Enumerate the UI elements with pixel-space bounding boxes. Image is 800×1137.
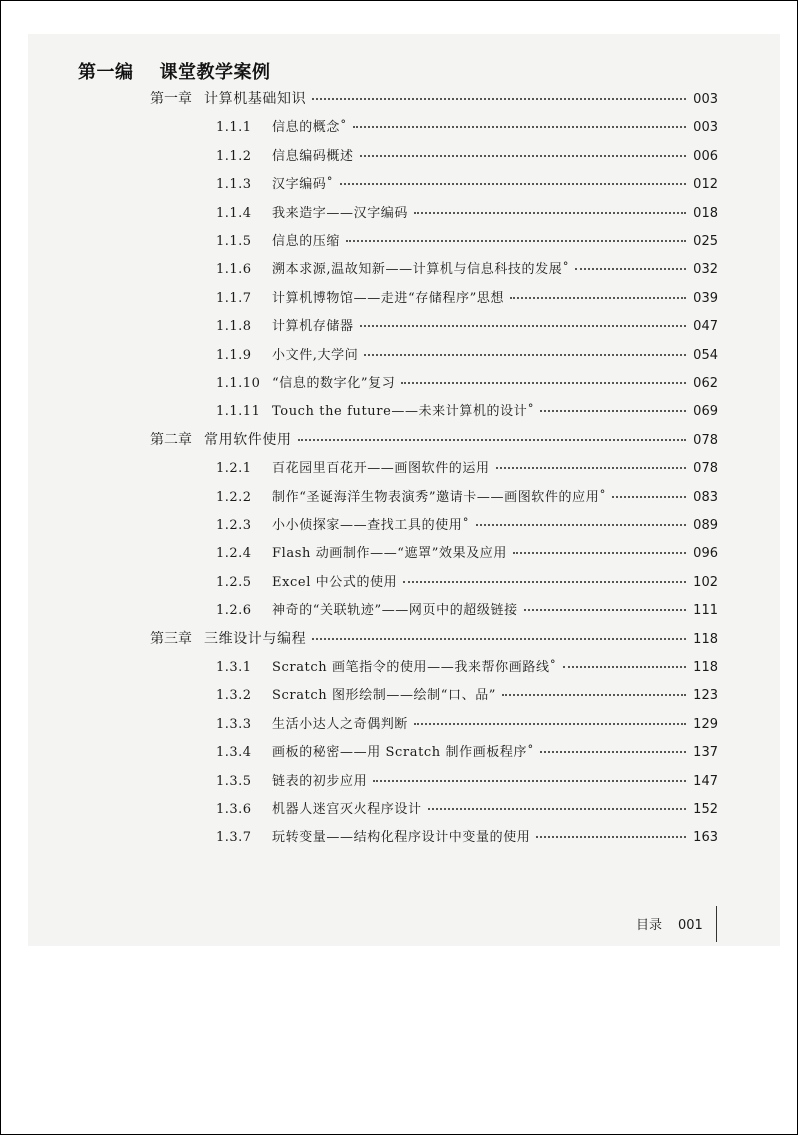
section-row[interactable] [216,400,718,428]
dot-leader [563,666,686,668]
dot-leader [575,268,686,270]
section-title: Scratch 画笔指令的使用——我来帮你画路线˚ [272,660,557,675]
section-row[interactable] [216,173,718,201]
section-page-number: 025 [693,234,718,249]
section-title: 制作“圣诞海洋生物表演秀”邀请卡——画图软件的应用˚ [272,489,607,505]
dot-leader [502,694,686,696]
section-page-number: 078 [693,461,718,477]
dot-leader [340,183,686,185]
chapter-label: 第二章 [150,431,192,448]
footer-page-number: 001 [678,918,703,933]
section-title: 信息的概念˚ [272,120,348,136]
section-number: 1.1.2 [216,148,252,164]
section-title: 小小侦探家——查找工具的使用˚ [272,518,470,533]
dot-leader [360,325,686,327]
section-number: 1.1.1 [216,120,252,136]
section-page-number: 003 [693,120,718,136]
section-page-number: 147 [693,773,718,789]
section-page-number: 012 [693,177,718,193]
dot-leader [364,354,686,356]
section-page-number: 069 [693,404,718,420]
section-row[interactable] [216,798,718,826]
section-page-number: 047 [693,319,718,335]
dot-leader [540,751,686,753]
section-row[interactable] [216,230,718,258]
section-title: Flash 动画制作——“遮罩”效果及应用 [272,546,507,562]
section-page-number: 118 [693,660,718,675]
section-title: 神奇的“关联轨迹”——网页中的超级链接 [272,603,518,619]
chapter-title: 三维设计与编程 [204,630,307,647]
section-title: 我来造字——汉字编码 [272,205,409,221]
section-title: 信息的压缩 [272,234,341,249]
section-page-number: 152 [693,802,718,817]
section-title: “信息的数字化”复习 [272,376,396,391]
chapter-page-number: 003 [693,92,718,107]
section-page-number: 111 [693,603,718,619]
dot-leader [496,467,686,469]
section-page-number: 123 [693,688,718,704]
section-number: 1.3.4 [216,745,252,761]
section-number: 1.3.7 [216,830,252,846]
dot-leader [346,240,686,242]
section-number: 1.1.7 [216,290,252,306]
section-number: 1.3.6 [216,802,252,817]
section-title: Excel 中公式的使用 [272,574,398,590]
section-title: 生活小达人之奇偶判断 [272,716,409,732]
dot-leader [414,212,686,214]
section-row[interactable] [216,457,718,485]
chapter-row[interactable] [150,628,718,656]
section-row[interactable] [216,315,718,343]
section-title: 信息编码概述 [272,148,354,164]
section-title: 链表的初步应用 [272,773,368,789]
section-page-number: 006 [693,148,718,164]
section-number: 1.2.5 [216,574,252,590]
dot-leader [513,552,686,554]
section-title: 溯本求源,温故知新——计算机与信息科技的发展˚ [272,262,570,278]
part-heading [78,58,271,84]
section-number: 1.2.2 [216,489,252,505]
dot-leader [540,410,686,412]
chapter-page-number: 118 [693,631,718,647]
section-page-number: 137 [693,745,718,761]
section-row[interactable] [216,258,718,286]
dot-leader [360,155,686,157]
footer-label: 目录 [636,918,663,933]
section-number: 1.2.6 [216,603,252,619]
section-title: 百花园里百花开——画图软件的运用 [272,461,490,477]
section-number: 1.3.1 [216,660,252,675]
section-number: 1.1.3 [216,177,252,193]
section-title: 汉字编码˚ [272,177,334,193]
dot-leader [612,496,686,498]
section-number: 1.1.11 [216,404,261,420]
section-row[interactable] [216,202,718,230]
section-title: Touch the future——未来计算机的设计˚ [272,404,535,420]
section-row[interactable] [216,287,718,315]
section-number: 1.3.2 [216,688,252,704]
section-row[interactable] [216,372,718,400]
section-page-number: 083 [693,489,718,505]
footer-divider [716,906,717,942]
chapter-title: 常用软件使用 [204,431,292,448]
section-row[interactable] [216,713,718,741]
dot-leader [536,836,686,838]
chapter-row[interactable] [150,429,718,457]
section-row[interactable] [216,826,718,854]
section-page-number: 039 [693,290,718,306]
dot-leader [312,638,686,640]
section-row[interactable] [216,599,718,627]
section-row[interactable] [216,770,718,798]
section-number: 1.2.4 [216,546,252,562]
section-page-number: 032 [693,262,718,278]
section-number: 1.1.6 [216,262,252,278]
section-page-number: 163 [693,830,718,846]
section-page-number: 096 [693,546,718,562]
section-title: Scratch 图形绘制——绘制“口、品” [272,688,497,704]
section-page-number: 102 [693,574,718,590]
chapter-label: 第一章 [150,91,192,107]
section-row[interactable] [216,656,718,684]
section-page-number: 062 [693,376,718,391]
section-row[interactable] [216,542,718,570]
section-number: 1.1.8 [216,319,252,335]
section-number: 1.2.3 [216,518,252,533]
section-page-number: 129 [693,716,718,732]
chapter-title: 计算机基础知识 [204,91,307,107]
section-number: 1.2.1 [216,461,252,477]
dot-leader [524,609,686,611]
section-row[interactable] [216,486,718,514]
dot-leader [510,297,686,299]
dot-leader [312,98,686,100]
section-page-number: 018 [693,205,718,221]
section-number: 1.3.5 [216,773,252,789]
dot-leader [428,808,686,810]
section-row[interactable] [216,741,718,769]
section-number: 1.1.9 [216,347,252,363]
section-number: 1.3.3 [216,716,252,732]
chapter-page-number: 078 [693,432,718,448]
section-title: 玩转变量——结构化程序设计中变量的使用 [272,830,531,846]
section-title: 小文件,大学问 [272,347,359,363]
section-row[interactable] [216,571,718,599]
section-title: 计算机博物馆——走进“存储程序”思想 [272,290,505,306]
section-row[interactable] [216,116,718,144]
section-title: 画板的秘密——用 Scratch 制作画板程序˚ [272,745,535,761]
section-row[interactable] [216,145,718,173]
section-page-number: 054 [693,347,718,363]
dot-leader [476,524,686,526]
part-label: 第一编 [78,62,134,83]
chapter-label: 第三章 [150,630,192,647]
dot-leader [403,581,686,583]
section-row[interactable] [216,514,718,542]
section-number: 1.1.5 [216,234,252,249]
section-row[interactable] [216,344,718,372]
part-title: 课堂教学案例 [159,62,271,83]
section-page-number: 089 [693,518,718,533]
section-title: 机器人迷宫灭火程序设计 [272,802,422,817]
dot-leader [353,126,686,128]
dot-leader [373,780,686,782]
section-title: 计算机存储器 [272,319,354,335]
section-number: 1.1.4 [216,205,252,221]
page-footer [636,914,703,933]
dot-leader [298,439,686,441]
section-row[interactable] [216,684,718,712]
chapter-row[interactable] [150,88,718,116]
section-number: 1.1.10 [216,376,261,391]
dot-leader [401,382,686,384]
dot-leader [414,723,686,725]
